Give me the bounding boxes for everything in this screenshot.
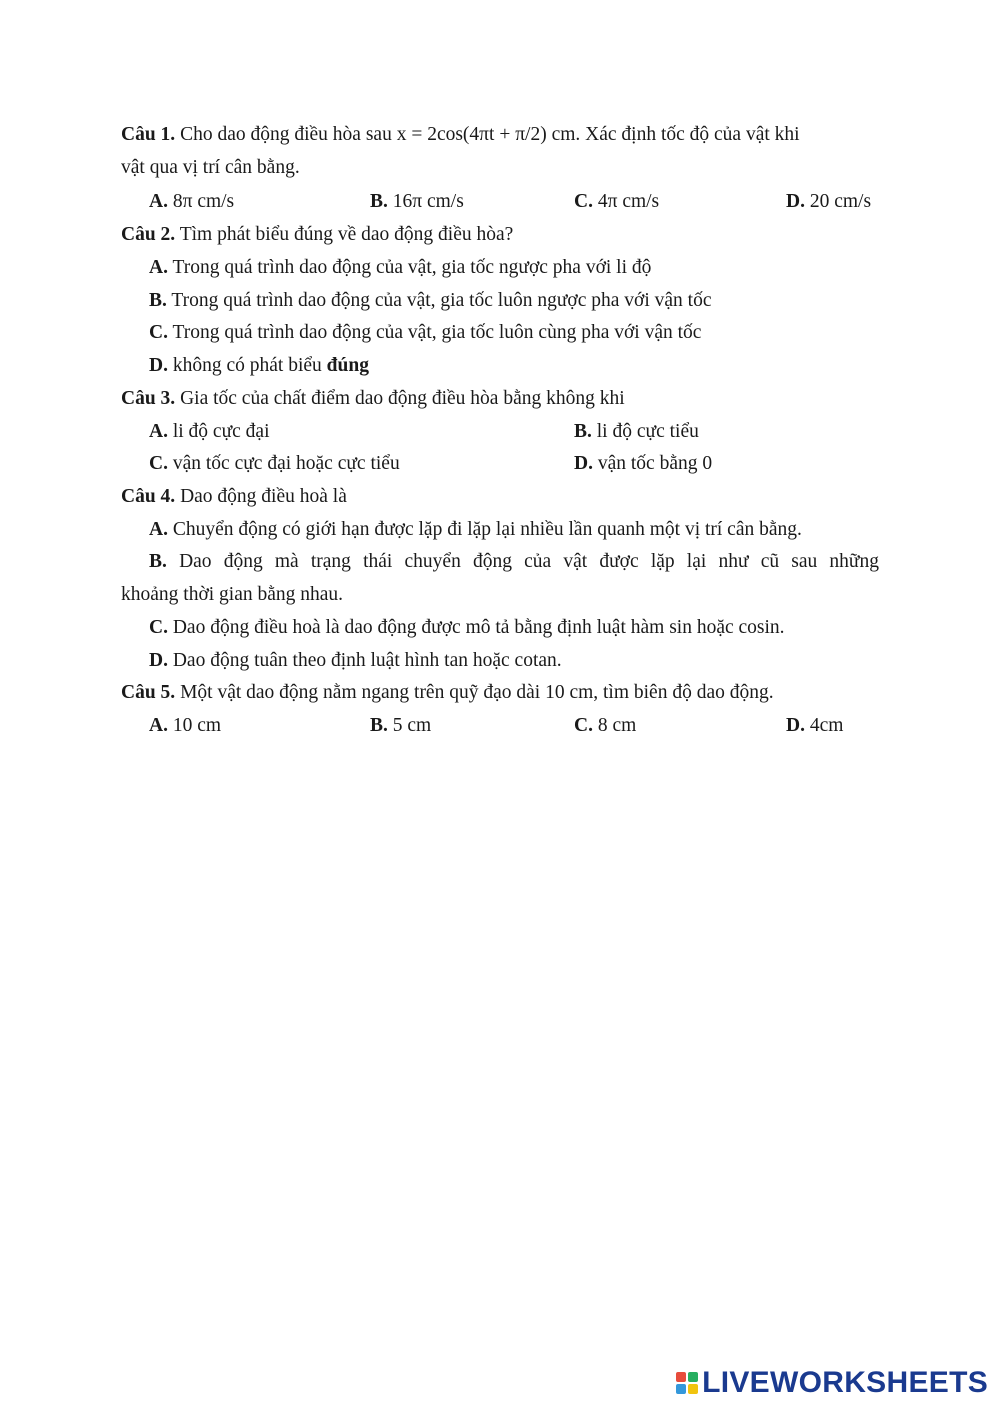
- option-a[interactable]: A. li độ cực đại: [149, 421, 270, 442]
- option-d[interactable]: D. 4cm: [786, 715, 844, 736]
- question-label: Câu 2.: [121, 224, 176, 245]
- question-label: Câu 5.: [121, 682, 176, 703]
- question-label: Câu 1.: [121, 124, 176, 145]
- option-d[interactable]: D. vận tốc bằng 0: [574, 453, 713, 474]
- question-text: Một vật dao động nằm ngang trên quỹ đạo dài 10 cm, tìm biên độ dao động.: [180, 682, 774, 703]
- option-c[interactable]: C. Dao động điều hoà là dao động được mô tả bằng định luật hàm sin hoặc cosin.: [149, 617, 785, 638]
- question-5: [121, 677, 879, 709]
- option-a[interactable]: A. 10 cm: [149, 715, 222, 736]
- liveworksheets-logo-icon: [676, 1372, 698, 1394]
- option-b[interactable]: B. Trong quá trình dao động của vật, gia tốc luôn ngược pha với vận tốc: [149, 290, 712, 311]
- option-b[interactable]: B. 16π cm/s: [370, 191, 464, 212]
- question-label: Câu 4.: [121, 486, 176, 507]
- question-4: [121, 481, 879, 513]
- question-2: [121, 219, 879, 251]
- option-c[interactable]: C. 4π cm/s: [574, 191, 660, 212]
- option-a[interactable]: A. Chuyển động có giới hạn được lặp đi lặp lại nhiều lần quanh một vị trí cân bằng.: [149, 519, 802, 540]
- question-3: [121, 383, 879, 415]
- option-b[interactable]: B. li độ cực tiểu: [574, 421, 699, 442]
- question-text: Dao động điều hoà là: [180, 486, 347, 507]
- question-text: Cho dao động điều hòa sau x = 2cos(4πt + π/2) cm. Xác định tốc độ của vật khi: [180, 124, 800, 145]
- question-text: Gia tốc của chất điểm dao động điều hòa bằng không khi: [180, 388, 625, 409]
- option-a[interactable]: A. 8π cm/s: [149, 191, 235, 212]
- option-c[interactable]: C. 8 cm: [574, 715, 637, 736]
- liveworksheets-logo: [676, 1366, 988, 1400]
- option-b-continuation[interactable]: khoảng thời gian bằng nhau.: [121, 584, 344, 605]
- option-c[interactable]: C. Trong quá trình dao động của vật, gia tốc luôn cùng pha với vận tốc: [149, 322, 702, 343]
- option-d[interactable]: D. không có phát biểu đúng: [149, 355, 369, 376]
- question-label: Câu 3.: [121, 388, 176, 409]
- question-text: vật qua vị trí cân bằng.: [121, 157, 300, 178]
- option-b[interactable]: B. 5 cm: [370, 715, 432, 736]
- question-text: Tìm phát biểu đúng về dao động điều hòa?: [179, 224, 514, 245]
- question-1-continuation: [121, 152, 879, 184]
- option-d[interactable]: D. 20 cm/s: [786, 191, 872, 212]
- option-a[interactable]: A. Trong quá trình dao động của vật, gia tốc ngược pha với li độ: [149, 257, 652, 278]
- option-c[interactable]: C. vận tốc cực đại hoặc cực tiểu: [149, 453, 400, 474]
- liveworksheets-wordmark: LIVEWORKSHEETS: [702, 1366, 988, 1399]
- option-d[interactable]: D. Dao động tuân theo định luật hình tan hoặc cotan.: [149, 650, 562, 671]
- question-1: [121, 119, 879, 151]
- option-b[interactable]: B. Dao động mà trạng thái chuyển động của vật được lặp lại như cũ sau những: [149, 551, 879, 572]
